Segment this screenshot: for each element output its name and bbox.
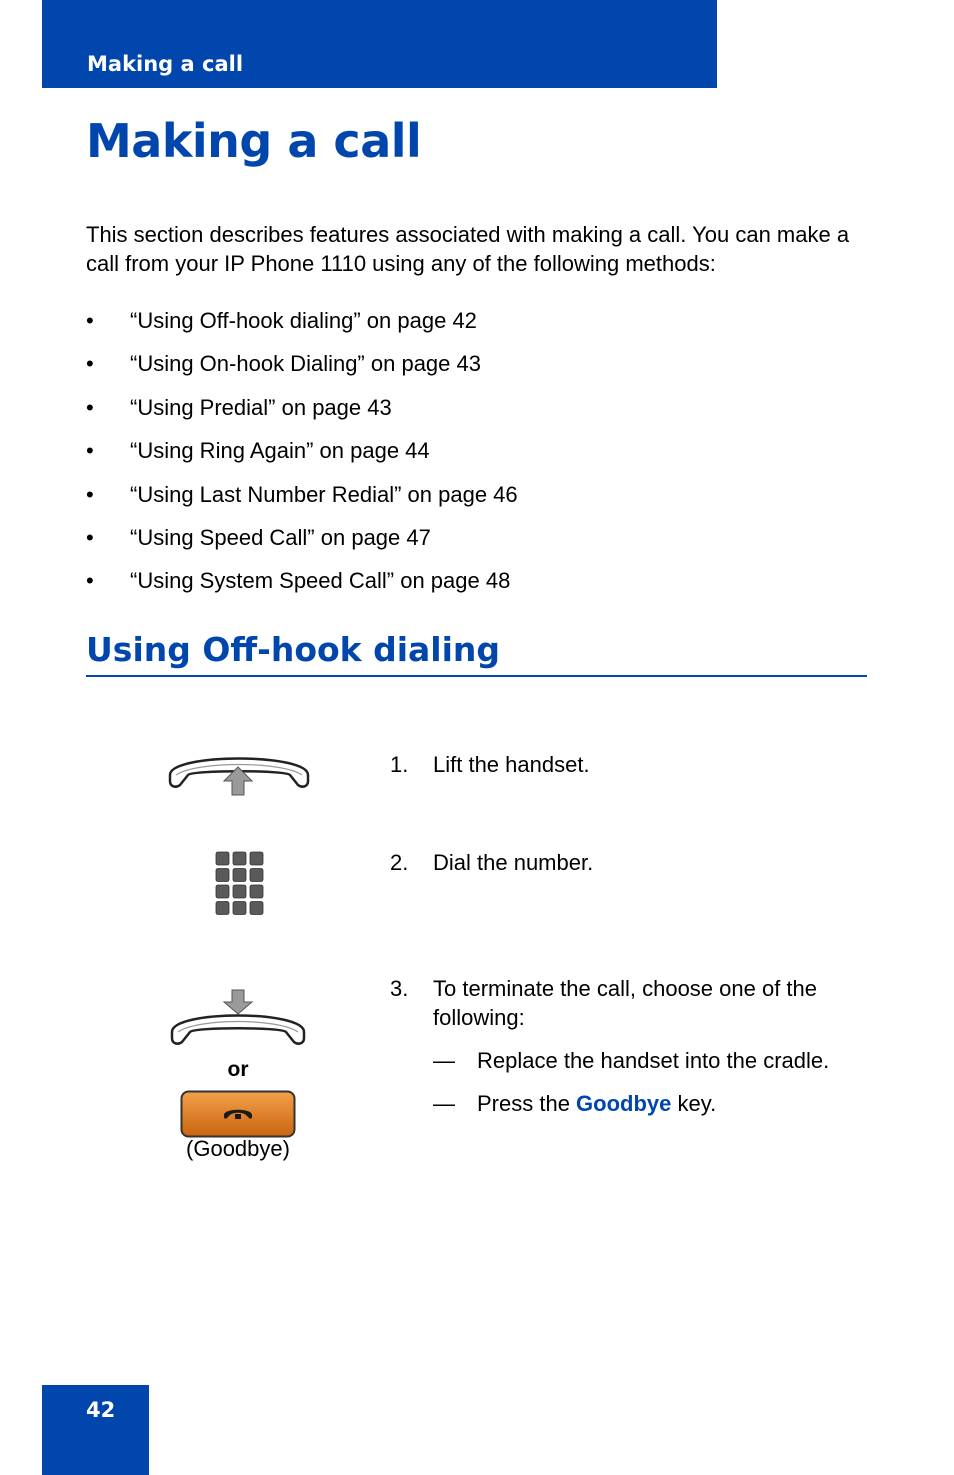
keypad-key bbox=[250, 902, 263, 915]
keypad-key bbox=[250, 852, 263, 865]
dialpad-icon bbox=[214, 850, 264, 917]
keypad-key bbox=[250, 885, 263, 898]
keypad-key bbox=[216, 869, 229, 882]
keypad-key bbox=[250, 869, 263, 882]
handset-lift-icon bbox=[166, 745, 312, 797]
keypad-key bbox=[233, 902, 246, 915]
section-divider bbox=[86, 675, 867, 677]
list-item[interactable]: • “Using Off-hook dialing” on page 42 bbox=[86, 308, 477, 333]
step-3: 3. To terminate the call, choose one of the following: bbox=[390, 976, 818, 1030]
running-header: Making a call bbox=[87, 52, 244, 76]
keypad-key bbox=[233, 852, 246, 865]
sub-step-goodbye: — Press the Goodbye key. bbox=[433, 1091, 717, 1116]
list-item[interactable]: • “Using Speed Call” on page 47 bbox=[86, 524, 431, 550]
or-label: or bbox=[227, 1058, 249, 1081]
handset-replace-icon bbox=[168, 988, 308, 1054]
keypad-key bbox=[216, 885, 229, 898]
list-item[interactable]: • “Using Last Number Redial” on page 46 bbox=[86, 481, 518, 507]
keypad-key bbox=[233, 869, 246, 882]
goodbye-key-name: Goodbye bbox=[576, 1091, 672, 1116]
intro-paragraph: This section describes features associated with making a call. You can make a call from your IP Phone 1110 using any of the following methods: bbox=[86, 222, 850, 276]
sub-step-replace: — Replace the handset into the cradle. bbox=[433, 1048, 830, 1073]
section-title: Using Off-hook dialing bbox=[86, 630, 501, 669]
list-item[interactable]: • “Using On-hook Dialing” on page 43 bbox=[86, 351, 481, 377]
list-item[interactable]: • “Using Predial” on page 43 bbox=[86, 394, 392, 420]
goodbye-caption: (Goodbye) bbox=[186, 1136, 290, 1161]
header-bar bbox=[42, 0, 717, 88]
keypad-key bbox=[216, 852, 229, 865]
methods-list bbox=[86, 306, 518, 610]
page-number: 42 bbox=[86, 1398, 116, 1422]
keypad-key bbox=[216, 902, 229, 915]
list-item[interactable]: • “Using System Speed Call” on page 48 bbox=[86, 568, 511, 594]
goodbye-key-icon[interactable] bbox=[180, 1090, 296, 1138]
step-1: 1. Lift the handset. bbox=[390, 752, 590, 777]
page-title: Making a call bbox=[86, 114, 422, 168]
list-item[interactable]: • “Using Ring Again” on page 44 bbox=[86, 438, 430, 464]
keypad-key bbox=[233, 885, 246, 898]
step-2: 2. Dial the number. bbox=[390, 850, 594, 875]
